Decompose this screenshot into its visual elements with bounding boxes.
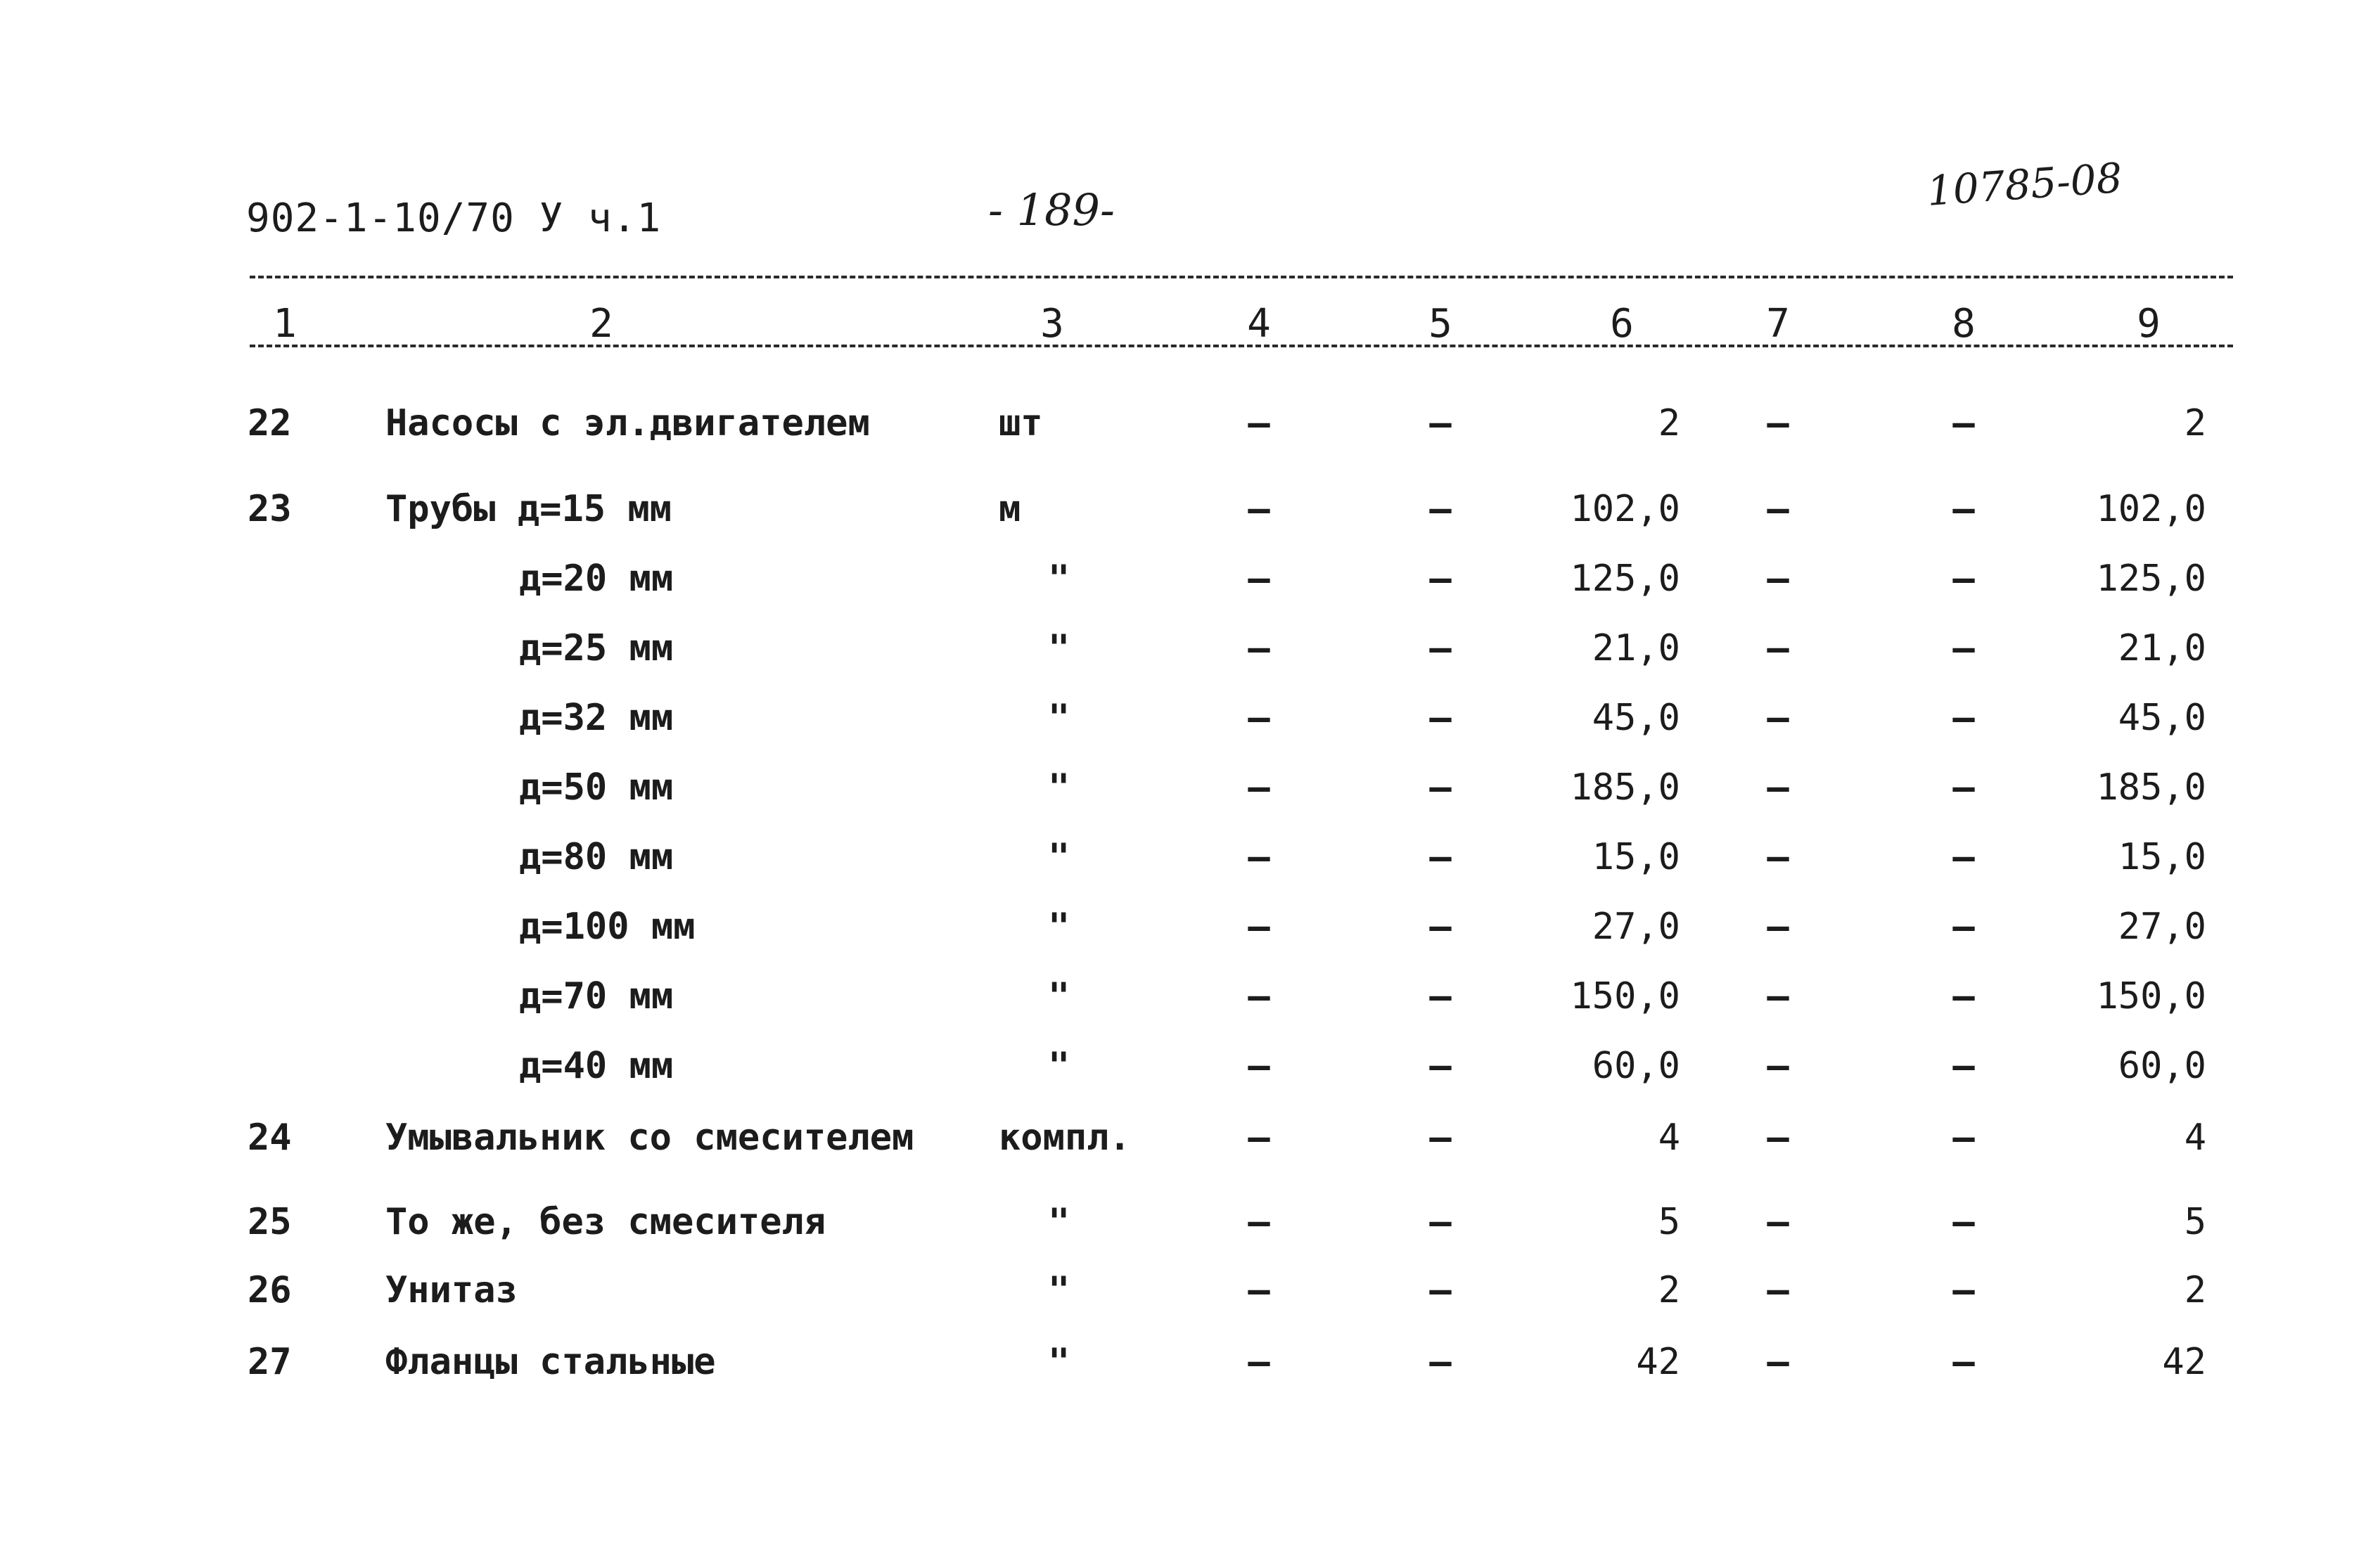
column-header-3: 3 [1040,301,1064,347]
col-9-value: 4 [2184,1117,2206,1159]
table-row [0,1266,2373,1315]
unit: " [1048,766,1070,809]
unit: шт [999,402,1043,444]
table-row [0,1113,2373,1162]
col-4-value: – [1248,766,1270,809]
table-row [0,484,2373,534]
column-header-9: 9 [2137,301,2161,347]
col-7-value: – [1767,627,1789,669]
col-9-value: 21,0 [2118,627,2206,669]
header-rule-bottom [250,345,2233,347]
col-9-value: 27,0 [2118,906,2206,948]
col-7-value: – [1767,766,1789,809]
col-5-value: – [1429,627,1452,669]
unit: " [1048,627,1070,669]
item-name: д=50 мм [519,766,674,809]
col-6-value: 5 [1658,1201,1680,1243]
col-5-value: – [1429,1117,1452,1159]
col-9-value: 125,0 [2096,558,2206,600]
col-4-value: – [1248,1117,1270,1159]
row-number: 27 [248,1341,292,1383]
col-9-value: 45,0 [2118,697,2206,739]
col-7-value: – [1767,836,1789,878]
col-9-value: 15,0 [2118,836,2206,878]
col-5-value: – [1429,766,1452,809]
col-5-value: – [1429,1045,1452,1087]
unit: " [1048,906,1070,948]
item-name: То же, без смесителя [385,1201,826,1243]
col-7-value: – [1767,488,1789,530]
item-name: д=100 мм [519,906,696,948]
col-8-value: – [1952,1117,1975,1159]
column-header-8: 8 [1952,301,1976,347]
col-5-value: – [1429,558,1452,600]
col-9-value: 42 [2162,1341,2206,1383]
col-9-value: 102,0 [2096,488,2206,530]
header-rule-top [250,276,2233,278]
item-name: Умывальник со смесителем [385,1117,914,1159]
item-name: д=80 мм [519,836,674,878]
col-8-value: – [1952,906,1975,948]
table-row [0,1041,2373,1091]
col-8-value: – [1952,766,1975,809]
column-header-1: 1 [273,301,297,347]
col-8-value: – [1952,1269,1975,1311]
col-5-value: – [1429,402,1452,444]
col-5-value: – [1429,836,1452,878]
col-7-value: – [1767,906,1789,948]
col-4-value: – [1248,697,1270,739]
col-9-value: 60,0 [2118,1045,2206,1087]
col-8-value: – [1952,1045,1975,1087]
col-4-value: – [1248,558,1270,600]
col-6-value: 2 [1658,402,1680,444]
col-7-value: – [1767,975,1789,1017]
col-8-value: – [1952,402,1975,444]
item-name: д=32 мм [519,697,674,739]
unit: " [1048,1045,1070,1087]
column-header-5: 5 [1428,301,1452,347]
col-6-value: 150,0 [1570,975,1680,1017]
column-header-6: 6 [1610,301,1634,347]
col-7-value: – [1767,1201,1789,1243]
col-4-value: – [1248,627,1270,669]
col-4-value: – [1248,402,1270,444]
table-row [0,902,2373,951]
col-7-value: – [1767,697,1789,739]
table-row [0,833,2373,882]
col-7-value: – [1767,402,1789,444]
col-5-value: – [1429,906,1452,948]
col-7-value: – [1767,1117,1789,1159]
col-8-value: – [1952,1201,1975,1243]
col-6-value: 21,0 [1592,627,1680,669]
col-5-value: – [1429,1269,1452,1311]
item-name: Фланцы стальные [385,1341,716,1383]
column-header-2: 2 [589,301,613,347]
col-7-value: – [1767,1045,1789,1087]
col-9-value: 5 [2184,1201,2206,1243]
item-name: Насосы с эл.двигателем [385,402,870,444]
table-row [0,624,2373,673]
table-row [0,693,2373,743]
col-5-value: – [1429,697,1452,739]
col-5-value: – [1429,1201,1452,1243]
unit: м [999,488,1021,530]
col-6-value: 45,0 [1592,697,1680,739]
archive-number: 10785-08 [1925,153,2124,215]
unit: " [1048,558,1070,600]
document-code: 902-1-10/70 У ч.1 [246,195,662,241]
col-7-value: – [1767,1341,1789,1383]
col-4-value: – [1248,1045,1270,1087]
table-row [0,1197,2373,1247]
col-6-value: 185,0 [1570,766,1680,809]
table-row [0,1337,2373,1387]
col-9-value: 2 [2184,1269,2206,1311]
col-8-value: – [1952,975,1975,1017]
col-6-value: 2 [1658,1269,1680,1311]
item-name: д=70 мм [519,975,674,1017]
col-8-value: – [1952,558,1975,600]
col-7-value: – [1767,558,1789,600]
col-8-value: – [1952,836,1975,878]
column-header-7: 7 [1766,301,1790,347]
item-name: д=25 мм [519,627,674,669]
col-9-value: 2 [2184,402,2206,444]
col-9-value: 185,0 [2096,766,2206,809]
unit: " [1048,1341,1070,1383]
col-6-value: 125,0 [1570,558,1680,600]
col-5-value: – [1429,1341,1452,1383]
item-name: Унитаз [385,1269,518,1311]
col-4-value: – [1248,1201,1270,1243]
page-number: - 189- [988,184,1115,236]
unit: " [1048,1201,1070,1243]
col-7-value: – [1767,1269,1789,1311]
table-row [0,554,2373,603]
col-8-value: – [1952,1341,1975,1383]
col-8-value: – [1952,697,1975,739]
col-4-value: – [1248,906,1270,948]
col-8-value: – [1952,488,1975,530]
item-name: д=20 мм [519,558,674,600]
unit: компл. [999,1117,1131,1159]
unit: " [1048,697,1070,739]
col-6-value: 42 [1636,1341,1680,1383]
col-6-value: 102,0 [1570,488,1680,530]
row-number: 25 [248,1201,292,1243]
unit: " [1048,836,1070,878]
unit: " [1048,975,1070,1017]
table-row [0,399,2373,448]
col-4-value: – [1248,1269,1270,1311]
col-4-value: – [1248,836,1270,878]
col-5-value: – [1429,488,1452,530]
col-6-value: 27,0 [1592,906,1680,948]
col-4-value: – [1248,1341,1270,1383]
item-name: д=40 мм [519,1045,674,1087]
col-5-value: – [1429,975,1452,1017]
item-name: Трубы д=15 мм [385,488,672,530]
column-header-4: 4 [1247,301,1271,347]
row-number: 23 [248,488,292,530]
row-number: 22 [248,402,292,444]
col-9-value: 150,0 [2096,975,2206,1017]
unit: " [1048,1269,1070,1311]
col-6-value: 60,0 [1592,1045,1680,1087]
col-6-value: 15,0 [1592,836,1680,878]
col-4-value: – [1248,975,1270,1017]
col-8-value: – [1952,627,1975,669]
table-row [0,972,2373,1021]
col-6-value: 4 [1658,1117,1680,1159]
row-number: 24 [248,1117,292,1159]
table-row [0,763,2373,812]
row-number: 26 [248,1269,292,1311]
col-4-value: – [1248,488,1270,530]
